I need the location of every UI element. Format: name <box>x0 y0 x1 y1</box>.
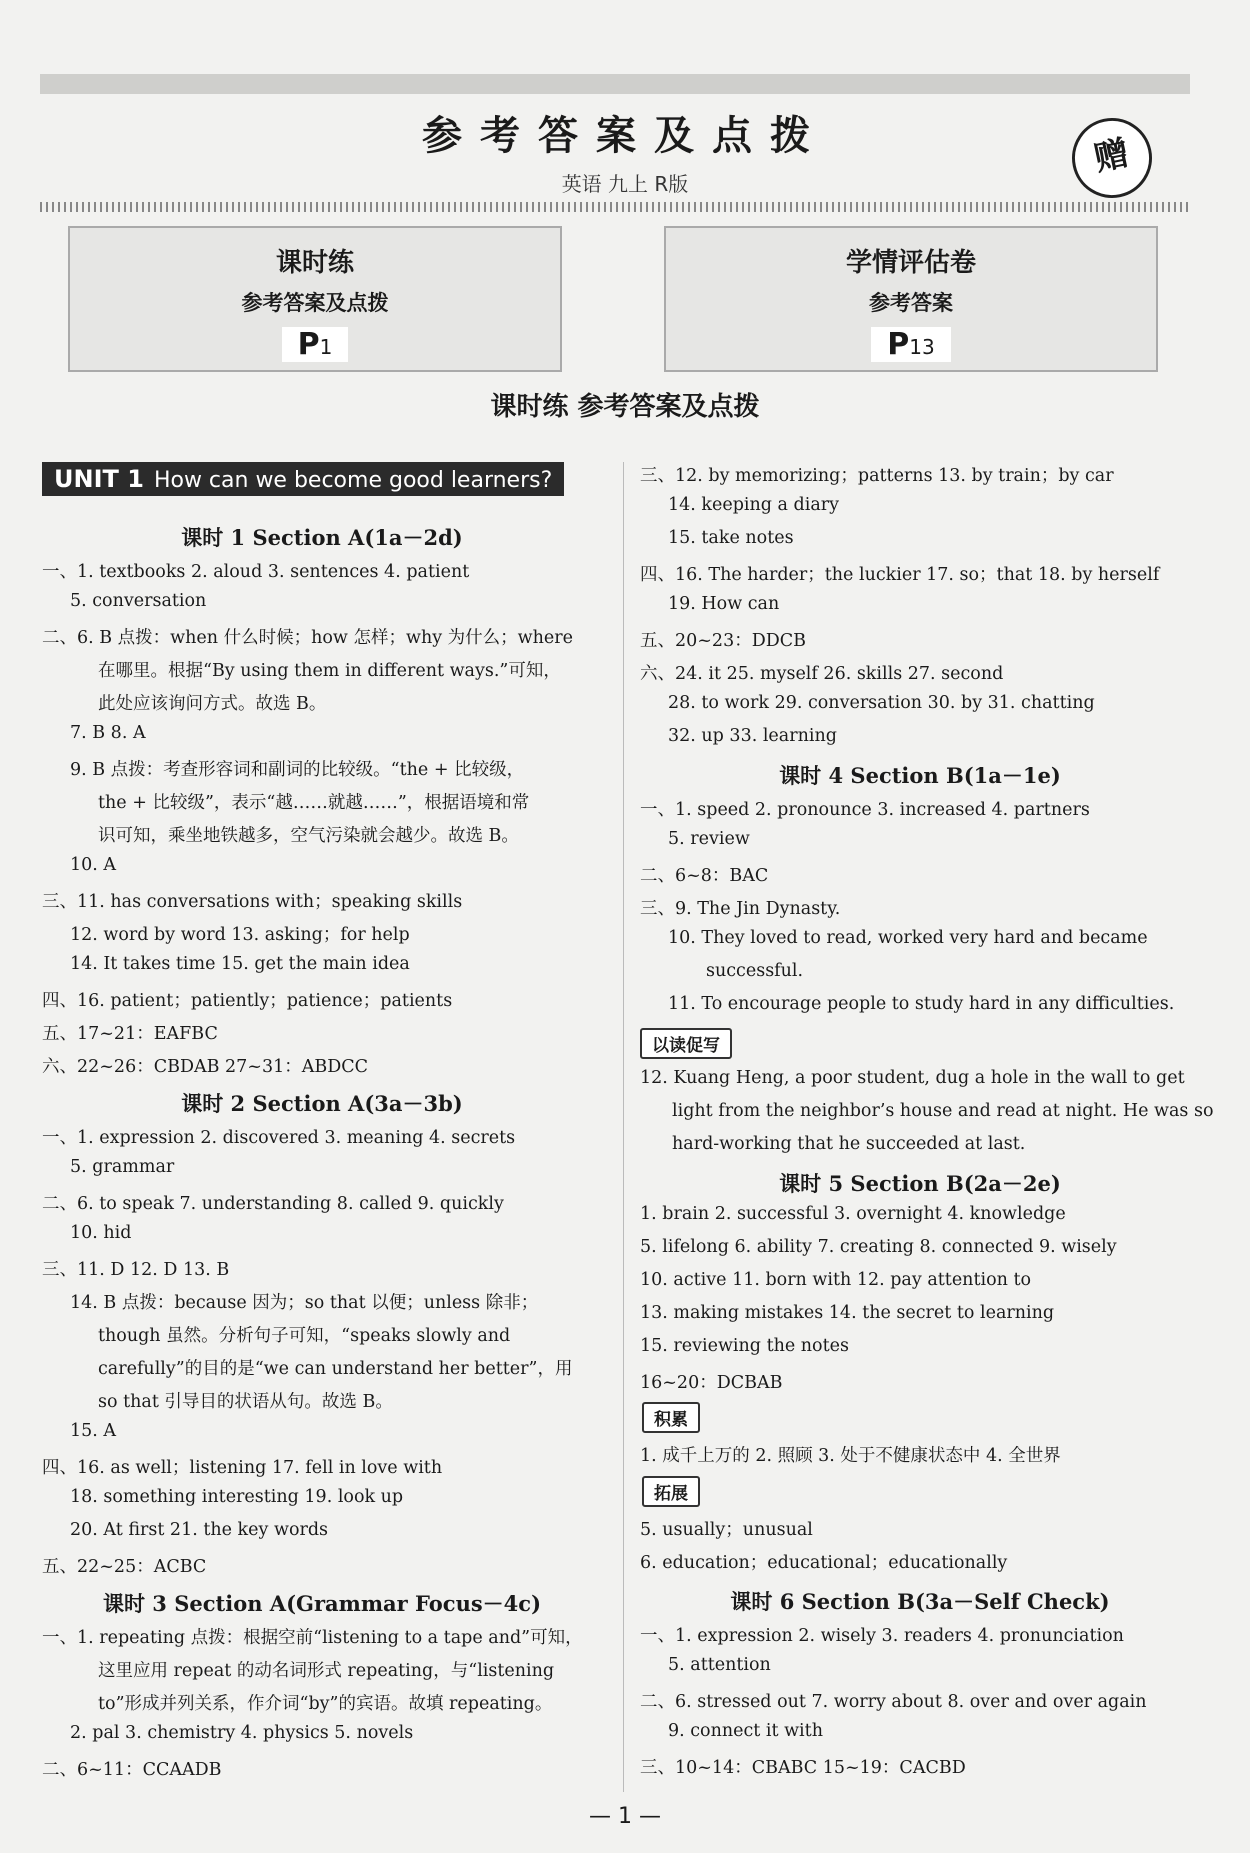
answer-line: though 虽然。分析句子可知，“speaks slowly and <box>98 1326 511 1346</box>
answer-line: 18. something interesting 19. look up <box>70 1487 404 1507</box>
top-band <box>40 74 1190 94</box>
box-title: 学情评估卷 <box>845 248 976 278</box>
section-title: 课时练 参考答案及点拨 <box>490 392 760 422</box>
answer-line: 二、6~11：CCAADB <box>42 1760 222 1780</box>
box-subtitle: 参考答案及点拨 <box>241 291 389 315</box>
answer-line: 5. review <box>668 829 750 849</box>
answer-line: light from the neighbor’s house and read at night. He was so <box>672 1101 1214 1121</box>
answer-line: 32. up 33. learning <box>668 726 837 746</box>
box-title: 课时练 <box>275 248 354 278</box>
answer-line: 一、1. repeating 点拨：根据空前“listening to a tape and”可知， <box>42 1628 583 1648</box>
answer-line: 三、10~14：CBABC 15~19：CACBD <box>640 1758 966 1778</box>
answer-line: 14. keeping a diary <box>668 495 840 515</box>
answer-line: 2. pal 3. chemistry 4. physics 5. novels <box>70 1723 414 1743</box>
answer-line: 16~20：DCBAB <box>640 1373 783 1393</box>
dotted-divider <box>40 202 1190 212</box>
answer-line: so that 引导目的状语从句。故选 B。 <box>98 1392 393 1412</box>
answer-line: 12. Kuang Heng, a poor student, dug a hole in the wall to get <box>640 1068 1185 1088</box>
answer-line: 四、16. patient；patiently；patience；patients <box>42 991 453 1011</box>
box-page: P13 <box>871 327 950 362</box>
gift-stamp-icon: 赠 <box>1065 111 1160 206</box>
answer-line: 1. brain 2. successful 3. overnight 4. knowledge <box>640 1204 1066 1224</box>
box-lesson-practice <box>68 226 562 372</box>
answer-line: 三、9. The Jin Dynasty. <box>640 899 841 919</box>
answer-line: 六、22~26：CBDAB 27~31：ABDCC <box>42 1057 369 1077</box>
answer-line: 5. grammar <box>70 1157 175 1177</box>
answer-line: 10. hid <box>70 1223 132 1243</box>
answer-line: 在哪里。根据“By using them in different ways.”可知， <box>98 661 561 681</box>
answer-line: 识可知，乘坐地铁越多，空气污染就会越少。故选 B。 <box>98 826 519 846</box>
answer-line: 10. They loved to read, worked very hard and became <box>668 928 1148 948</box>
answer-line: 三、11. D 12. D 13. B <box>42 1260 230 1280</box>
column-divider <box>623 462 624 1792</box>
section-tag: 积累 <box>642 1402 700 1433</box>
answer-line: 1. 成千上万的 2. 照顾 3. 处于不健康状态中 4. 全世界 <box>640 1446 1061 1466</box>
answer-line: 9. B 点拨：考查形容词和副词的比较级。“the + 比较级， <box>70 760 525 780</box>
lesson-heading: 课时 2 Section A(3a－3b) <box>181 1091 463 1116</box>
answer-line: 三、12. by memorizing；patterns 13. by train；by car <box>640 466 1114 486</box>
answer-line: 二、6. stressed out 7. worry about 8. over and over again <box>640 1692 1147 1712</box>
answer-line: 15. reviewing the notes <box>640 1336 849 1356</box>
answer-line: hard-working that he succeeded at last. <box>672 1134 1026 1154</box>
unit-banner: UNIT 1 How can we become good learners? <box>42 462 564 496</box>
page-number: — 1 — <box>589 1804 661 1829</box>
answer-line: carefully”的目的是“we can understand her better”，用 <box>98 1359 573 1379</box>
lesson-heading: 课时 3 Section A(Grammar Focus－4c) <box>102 1591 542 1616</box>
answer-line: 15. take notes <box>668 528 794 548</box>
answer-line: 7. B 8. A <box>70 723 146 743</box>
answer-line: 四、16. as well；listening 17. fell in love with <box>42 1458 443 1478</box>
section-tag: 拓展 <box>642 1476 700 1507</box>
answer-line: 5. conversation <box>70 591 207 611</box>
answer-line: 5. attention <box>668 1655 771 1675</box>
answer-line: 10. active 11. born with 12. pay attention to <box>640 1270 1032 1290</box>
lesson-heading: 课时 6 Section B(3a－Self Check) <box>730 1589 1110 1614</box>
answer-line: 二、6. to speak 7. understanding 8. called 9. quickly <box>42 1194 504 1214</box>
answer-line: successful. <box>706 961 804 981</box>
answer-line: 11. To encourage people to study hard in any difficulties. <box>668 994 1175 1014</box>
answer-line: 一、1. speed 2. pronounce 3. increased 4. partners <box>640 800 1090 820</box>
answer-line: 一、1. expression 2. discovered 3. meaning 4. secrets <box>42 1128 516 1148</box>
answer-line: 12. word by word 13. asking；for help <box>70 925 410 945</box>
answer-line: 15. A <box>70 1421 117 1441</box>
answer-line: 三、11. has conversations with；speaking skills <box>42 892 463 912</box>
box-subtitle: 参考答案 <box>869 291 953 315</box>
answer-line: 5. usually；unusual <box>640 1520 813 1540</box>
answer-line: 14. B 点拨：because 因为；so that 以便；unless 除非； <box>70 1293 539 1313</box>
page-title: 参考答案及点拨 <box>422 113 828 159</box>
section-tag: 以读促写 <box>640 1028 732 1059</box>
answer-line: 9. connect it with <box>668 1721 823 1741</box>
answer-line: 13. making mistakes 14. the secret to learning <box>640 1303 1055 1323</box>
answer-line: 6. education；educational；educationally <box>640 1553 1008 1573</box>
answer-line: 二、6~8：BAC <box>640 866 769 886</box>
answer-line: the + 比较级”，表示“越……就越……”，根据语境和常 <box>98 793 530 813</box>
answer-line: 此处应该询问方式。故选 B。 <box>98 694 327 714</box>
box-page: P1 <box>282 327 349 362</box>
box-assessment <box>664 226 1158 372</box>
answer-line: 19. How can <box>668 594 780 614</box>
answer-line: 四、16. The harder；the luckier 17. so；that 18. by herself <box>640 565 1160 585</box>
answer-line: 20. At first 21. the key words <box>70 1520 329 1540</box>
lesson-heading: 课时 1 Section A(1a－2d) <box>181 525 463 550</box>
answer-line: 五、17~21：EAFBC <box>42 1024 218 1044</box>
lesson-heading: 课时 5 Section B(2a－2e) <box>779 1171 1061 1196</box>
answer-line: 28. to work 29. conversation 30. by 31. chatting <box>668 693 1095 713</box>
answer-line: 五、22~25：ACBC <box>42 1557 207 1577</box>
answer-line: 这里应用 repeat 的动名词形式 repeating，与“listening <box>98 1661 555 1681</box>
answer-line: 5. lifelong 6. ability 7. creating 8. connected 9. wisely <box>640 1237 1117 1257</box>
lesson-heading: 课时 4 Section B(1a－1e) <box>779 763 1061 788</box>
page-subtitle: 英语 九上 R版 <box>561 172 689 196</box>
answer-line: 一、1. textbooks 2. aloud 3. sentences 4. patient <box>42 562 470 582</box>
answer-line: 14. It takes time 15. get the main idea <box>70 954 410 974</box>
answer-line: 六、24. it 25. myself 26. skills 27. second <box>640 664 1004 684</box>
answer-line: 10. A <box>70 855 117 875</box>
answer-line: to”形成并列关系，作介词“by”的宾语。故填 repeating。 <box>98 1694 553 1714</box>
answer-line: 二、6. B 点拨：when 什么时候；how 怎样；why 为什么；where <box>42 628 573 648</box>
answer-line: 一、1. expression 2. wisely 3. readers 4. pronunciation <box>640 1626 1124 1646</box>
answer-line: 五、20~23：DDCB <box>640 631 807 651</box>
